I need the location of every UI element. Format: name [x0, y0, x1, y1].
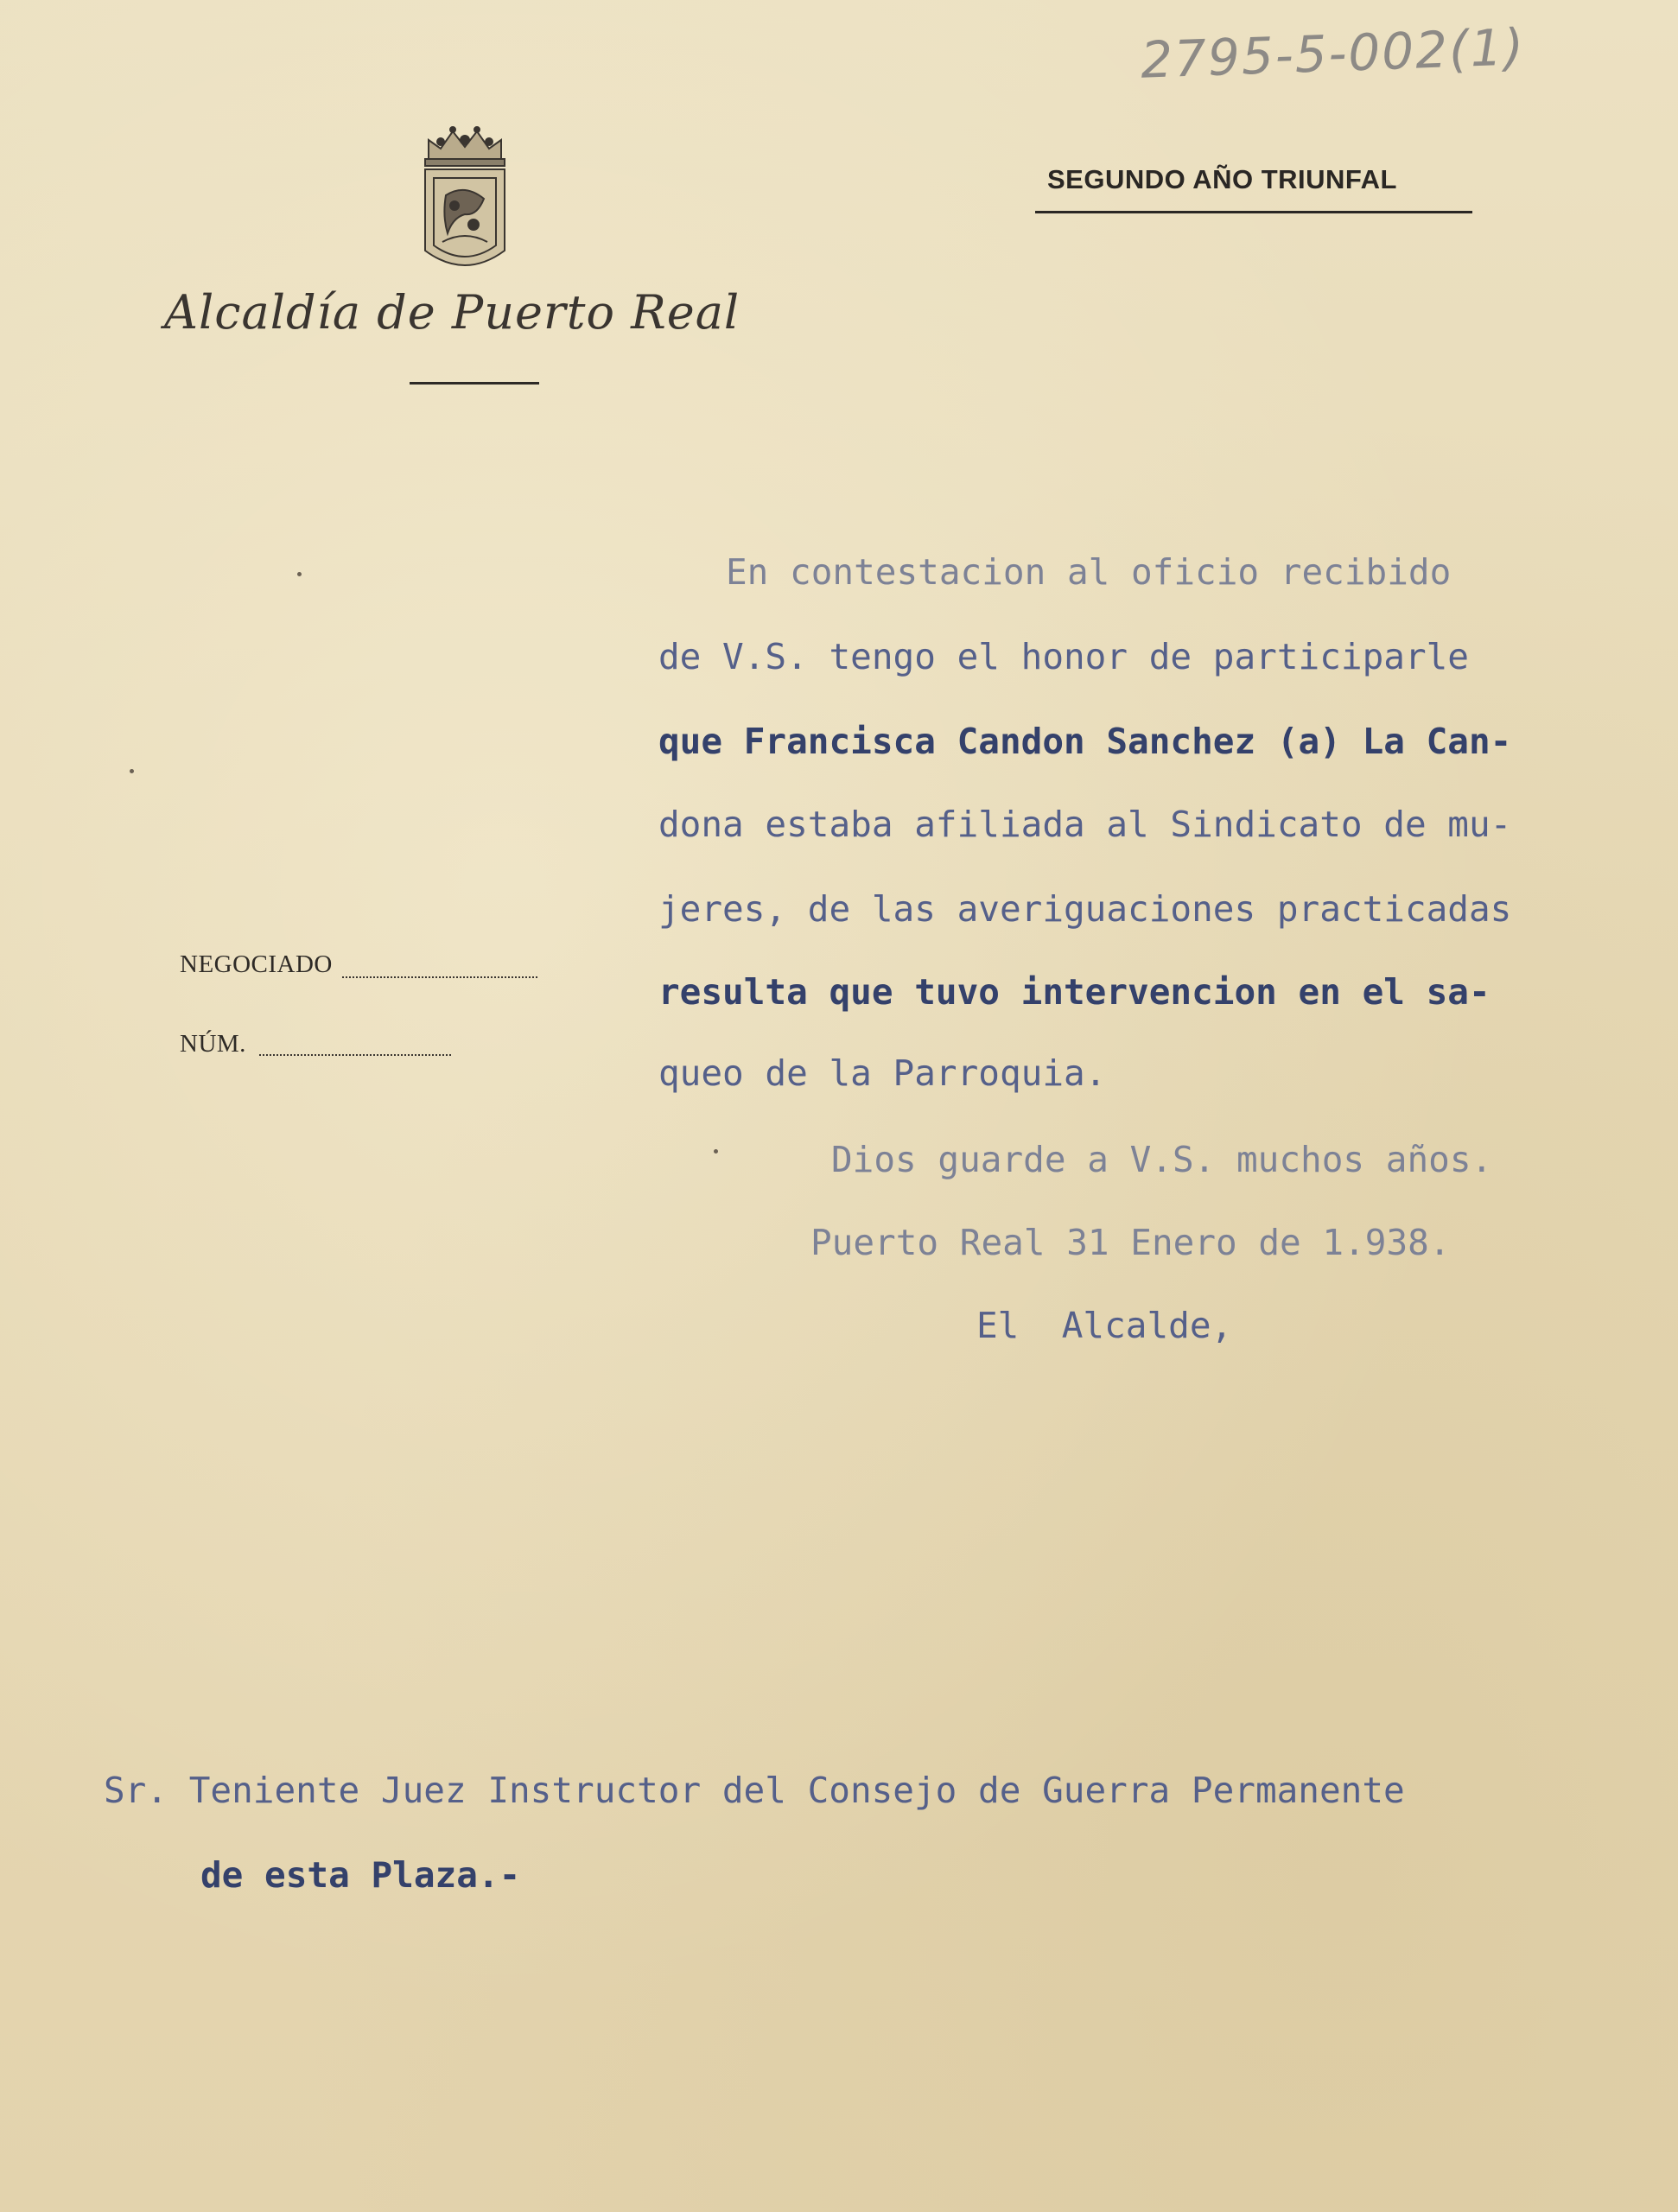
municipality-name: Alcaldía de Puerto Real [164, 285, 740, 340]
closing-signatory: El Alcalde, [976, 1305, 1233, 1346]
closing-salutation: Dios guarde a V.S. muchos años. [831, 1139, 1493, 1180]
num-label: NÚM. [180, 1030, 246, 1058]
paper-speck [297, 572, 302, 576]
body-line-6: resulta que tuvo intervencion en el sa- [658, 971, 1490, 1013]
body-line-2: de V.S. tengo el honor de participarle [658, 636, 1469, 677]
recipient-line-1: Sr. Teniente Juez Instructor del Consejo de Guerra Permanente [104, 1770, 1405, 1811]
paper-speck [130, 769, 134, 773]
num-line [259, 1054, 451, 1056]
negociado-label: NEGOCIADO [180, 950, 333, 978]
body-line-5: jeres, de las averiguaciones practicadas [658, 888, 1512, 930]
recipient-line-2: de esta Plaza.- [200, 1854, 521, 1896]
paper-speck [714, 1149, 718, 1154]
coat-of-arms-icon [416, 121, 513, 276]
year-header-underline [1035, 211, 1472, 213]
archive-reference: 2795-5-002(1) [1139, 17, 1527, 90]
closing-place-date: Puerto Real 31 Enero de 1.938. [810, 1222, 1451, 1263]
negociado-line [342, 976, 537, 978]
body-line-7: queo de la Parroquia. [658, 1052, 1107, 1094]
body-line-3: que Francisca Candon Sanchez (a) La Can- [658, 721, 1512, 762]
body-line-4: dona estaba afiliada al Sindicato de mu- [658, 804, 1512, 845]
year-header: SEGUNDO AÑO TRIUNFAL [1047, 164, 1397, 194]
letterhead-divider [410, 382, 539, 385]
body-line-1: En contestacion al oficio recibido [726, 551, 1452, 593]
